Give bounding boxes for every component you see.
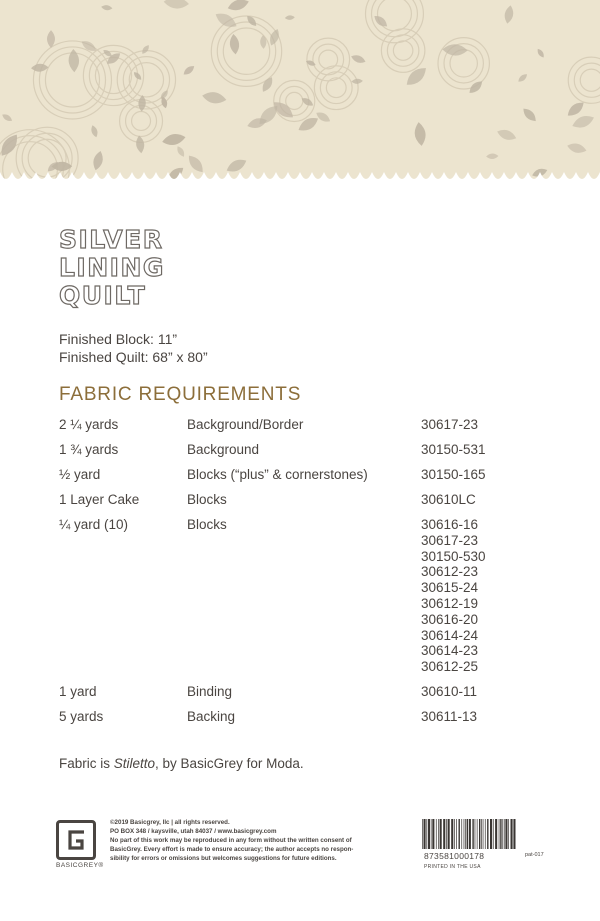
requirement-code: 30615-24	[421, 580, 479, 596]
title-line-3: QUILT	[59, 281, 147, 310]
requirement-use: Background	[187, 442, 260, 457]
requirement-use: Blocks (“plus” & cornerstones)	[187, 467, 368, 482]
requirement-code: 30617-23	[421, 532, 479, 548]
fabric-note-suffix: , by BasicGrey for Moda.	[155, 756, 304, 771]
requirement-quantity: 1 Layer Cake	[59, 492, 140, 507]
title-line-2: LINING	[59, 253, 165, 282]
requirement-use: Blocks	[187, 492, 227, 507]
requirement-code: 30611-13	[421, 709, 478, 724]
floral-pattern-image	[0, 0, 600, 186]
title-line-1: SILVER	[59, 225, 164, 254]
finished-block-size: Finished Block: 11”	[59, 331, 178, 347]
requirement-code: 30610-11	[421, 684, 478, 699]
requirement-use: Binding	[187, 684, 233, 699]
requirement-quantity: 5 yards	[59, 709, 104, 724]
basicgrey-g-logo-icon	[56, 820, 96, 860]
disclaimer-line-2: BasicGrey. Every effort is made to ensure accuracy; the author accepts no respon-	[110, 846, 354, 853]
copyright-text: ©2019 Basicgrey, llc | all rights reserved.	[110, 819, 230, 826]
finished-sizes	[59, 330, 208, 366]
pattern-number: pat-017	[525, 852, 544, 858]
barcode-number: 873581000178	[424, 851, 485, 861]
requirement-code-list	[421, 517, 486, 675]
fabric-requirements-heading: FABRIC REQUIREMENTS	[59, 384, 302, 405]
fabric-note	[59, 756, 304, 771]
basicgrey-logo	[56, 820, 102, 869]
disclaimer-line-1: No part of this work may be reproduced in any form without the written consent of	[110, 837, 352, 844]
requirement-code: 30616-20	[421, 611, 479, 627]
requirement-use: Background/Border	[187, 417, 304, 432]
requirement-code: 30610LC	[421, 492, 476, 507]
requirement-code: 30614-24	[421, 627, 479, 643]
barcode-icon	[422, 819, 518, 849]
requirement-code: 30616-16	[421, 517, 479, 532]
requirement-use: Backing	[187, 709, 236, 724]
requirement-quantity: ¼ yard (10)	[59, 517, 129, 532]
logo-wordmark: BASICGREY®	[56, 862, 104, 869]
requirement-quantity: 2 ¼ yards	[59, 417, 119, 432]
requirement-code: 30612-23	[421, 564, 479, 580]
legal-text	[110, 818, 420, 863]
printed-in-usa: PRINTED IN THE USA	[424, 864, 481, 870]
requirement-code: 30612-19	[421, 595, 479, 611]
requirement-quantity: 1 yard	[59, 684, 97, 699]
requirement-quantity: 1 ¾ yards	[59, 442, 119, 457]
requirement-code: 30150-165	[421, 467, 486, 482]
pattern-title	[59, 226, 165, 310]
requirement-code: 30150-531	[421, 442, 486, 457]
requirement-code: 30612-25	[421, 659, 479, 675]
fabric-name: Stiletto	[113, 756, 156, 771]
requirement-use: Blocks	[187, 517, 227, 532]
disclaimer-line-3: sibility for errors or omissions but welcomes suggestions for future editions.	[110, 855, 337, 862]
requirement-quantity: ½ yard	[59, 467, 101, 482]
requirement-code: 30150-530	[421, 548, 486, 564]
finished-quilt-size: Finished Quilt: 68” x 80”	[59, 349, 208, 365]
fabric-banner	[0, 0, 600, 186]
address-text: PO BOX 348 / kaysville, utah 84037 / www.basicgrey.com	[110, 828, 277, 835]
requirement-code: 30617-23	[421, 417, 479, 432]
requirement-code: 30614-23	[421, 643, 479, 659]
fabric-note-prefix: Fabric is	[59, 756, 114, 771]
